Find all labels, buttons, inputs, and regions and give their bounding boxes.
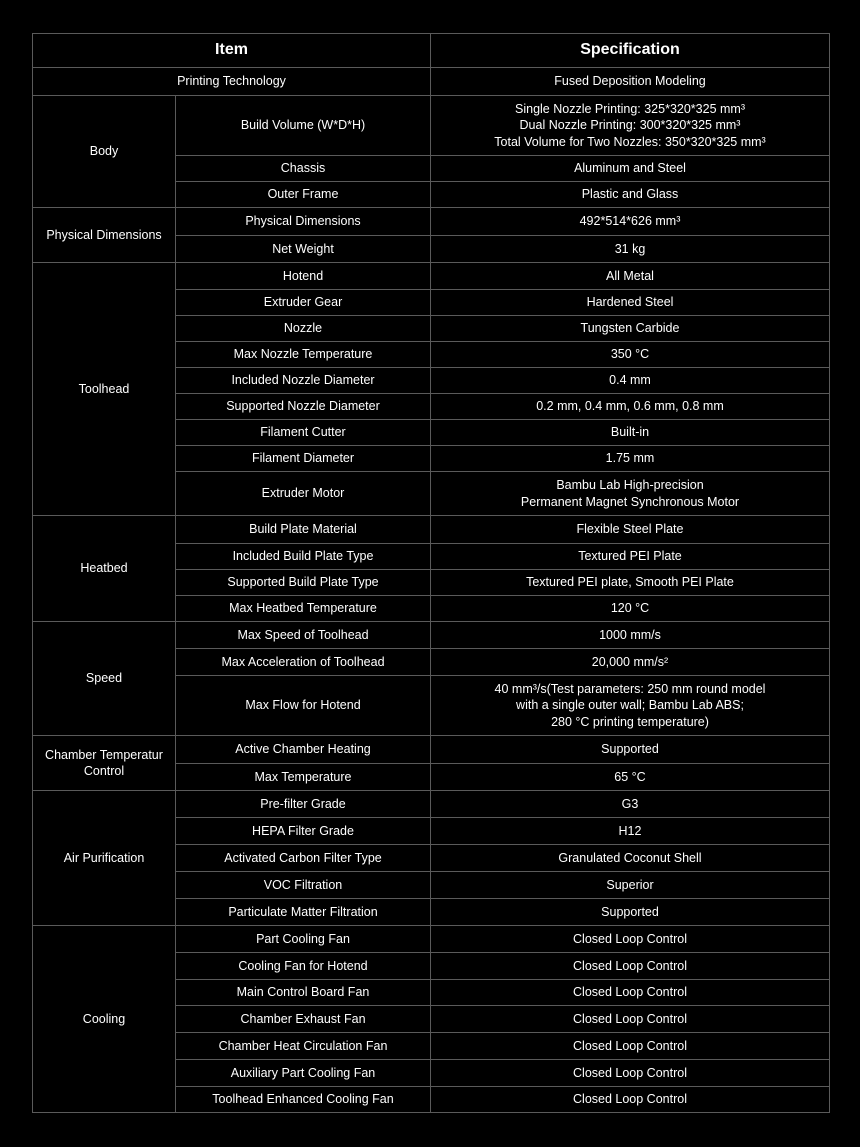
value-cell: 0.4 mm [431,368,830,394]
table-row [33,263,830,290]
item-cell: Chamber Exhaust Fan [176,1006,431,1033]
table-row [33,736,830,764]
table-row [33,208,830,236]
group-cell: Body [33,96,176,208]
table-row [33,516,830,544]
value-cell: Tungsten Carbide [431,316,830,342]
item-cell: Build Volume (W*D*H) [176,96,431,156]
value-cell: 20,000 mm/s² [431,649,830,676]
value-cell: 65 °C [431,764,830,791]
item-cell: Auxiliary Part Cooling Fan [176,1060,431,1087]
group-cell: Printing Technology [33,68,431,96]
item-cell: Max Temperature [176,764,431,791]
item-cell: Part Cooling Fan [176,926,431,953]
value-cell: All Metal [431,263,830,290]
value-cell: Granulated Coconut Shell [431,845,830,872]
item-cell: Active Chamber Heating [176,736,431,764]
value-cell: Fused Deposition Modeling [431,68,830,96]
value-cell: Closed Loop Control [431,1087,830,1113]
table-row [33,96,830,156]
value-cell: Closed Loop Control [431,980,830,1006]
value-cell: 40 mm³/s(Test parameters: 250 mm round model with a single outer wall; Bambu Lab ABS; 280 °C printing temperature) [431,676,830,736]
value-cell: 120 °C [431,596,830,622]
item-cell: Filament Diameter [176,446,431,472]
header-row [33,34,830,68]
item-cell: Nozzle [176,316,431,342]
value-cell: Textured PEI plate, Smooth PEI Plate [431,570,830,596]
item-cell: Max Flow for Hotend [176,676,431,736]
table-row [33,622,830,649]
value-cell: Closed Loop Control [431,1006,830,1033]
group-cell: Heatbed [33,516,176,622]
group-cell: Chamber Temperatur Control [33,736,176,791]
value-cell: 31 kg [431,236,830,263]
group-cell: Air Purification [33,791,176,926]
value-cell: Plastic and Glass [431,182,830,208]
item-cell: Included Nozzle Diameter [176,368,431,394]
value-cell: Bambu Lab High-precision Permanent Magnet Synchronous Motor [431,472,830,516]
item-cell: Max Acceleration of Toolhead [176,649,431,676]
value-cell: Supported [431,736,830,764]
spec-table [32,33,830,1113]
group-cell: Speed [33,622,176,736]
item-cell: Chassis [176,156,431,182]
item-cell: Build Plate Material [176,516,431,544]
item-cell: Physical Dimensions [176,208,431,236]
table-row [33,926,830,953]
value-cell: Hardened Steel [431,290,830,316]
value-cell: Closed Loop Control [431,926,830,953]
value-cell: Single Nozzle Printing: 325*320*325 mm³ Dual Nozzle Printing: 300*320*325 mm³ Total Volume for Two Nozzles: 350*320*325 mm³ [431,96,830,156]
item-cell: Net Weight [176,236,431,263]
item-cell: Included Build Plate Type [176,544,431,570]
value-cell: 350 °C [431,342,830,368]
value-cell: 492*514*626 mm³ [431,208,830,236]
value-cell: Superior [431,872,830,899]
item-cell: HEPA Filter Grade [176,818,431,845]
item-cell: Supported Nozzle Diameter [176,394,431,420]
value-cell: Aluminum and Steel [431,156,830,182]
group-cell: Cooling [33,926,176,1113]
value-cell: Supported [431,899,830,926]
group-cell: Physical Dimensions [33,208,176,263]
value-cell: Textured PEI Plate [431,544,830,570]
value-cell: 0.2 mm, 0.4 mm, 0.6 mm, 0.8 mm [431,394,830,420]
group-cell: Toolhead [33,263,176,516]
item-cell: Particulate Matter Filtration [176,899,431,926]
item-cell: Chamber Heat Circulation Fan [176,1033,431,1060]
table-row [33,791,830,818]
item-cell: Max Heatbed Temperature [176,596,431,622]
value-cell: Closed Loop Control [431,1060,830,1087]
item-cell: Supported Build Plate Type [176,570,431,596]
item-cell: Main Control Board Fan [176,980,431,1006]
value-cell: Closed Loop Control [431,1033,830,1060]
value-cell: Flexible Steel Plate [431,516,830,544]
item-cell: Pre-filter Grade [176,791,431,818]
item-cell: Extruder Motor [176,472,431,516]
item-cell: Max Speed of Toolhead [176,622,431,649]
header-item: Item [33,34,431,68]
spec-body [33,68,830,1113]
value-cell: Built-in [431,420,830,446]
value-cell: 1.75 mm [431,446,830,472]
value-cell: 1000 mm/s [431,622,830,649]
table-row [33,68,830,96]
item-cell: Outer Frame [176,182,431,208]
item-cell: Extruder Gear [176,290,431,316]
item-cell: Activated Carbon Filter Type [176,845,431,872]
value-cell: H12 [431,818,830,845]
item-cell: Toolhead Enhanced Cooling Fan [176,1087,431,1113]
header-specification: Specification [431,34,830,68]
value-cell: Closed Loop Control [431,953,830,980]
item-cell: Filament Cutter [176,420,431,446]
value-cell: G3 [431,791,830,818]
item-cell: Max Nozzle Temperature [176,342,431,368]
item-cell: Cooling Fan for Hotend [176,953,431,980]
item-cell: Hotend [176,263,431,290]
item-cell: VOC Filtration [176,872,431,899]
